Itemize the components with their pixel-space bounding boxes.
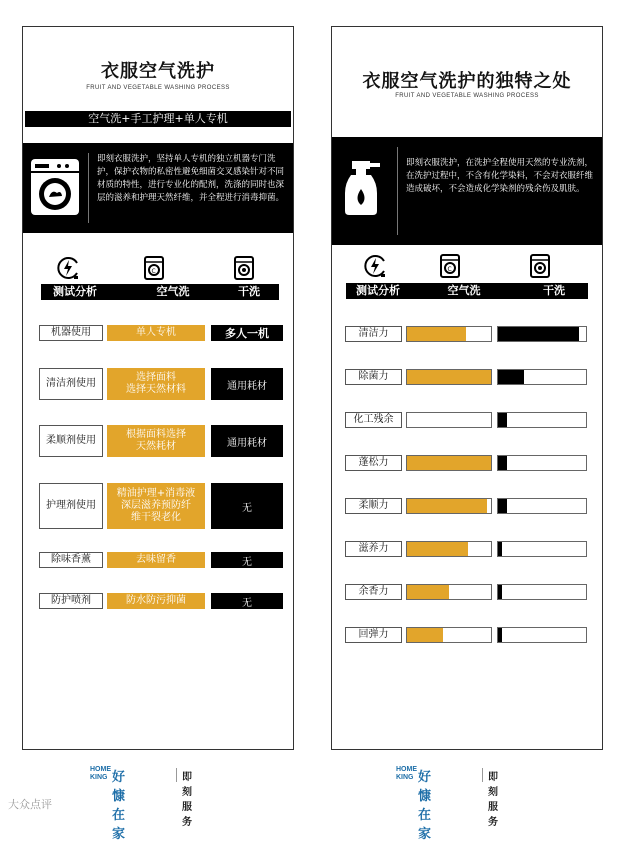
air-bar-track (406, 455, 492, 471)
row-label: 回弹力 (345, 627, 402, 643)
header-test: 测试分析 (53, 285, 97, 298)
dry-cell: 无 (211, 552, 283, 568)
header-air: 空气洗 (156, 285, 190, 298)
air-bar-fill (407, 370, 491, 384)
row-label: 柔顺剂使用 (39, 425, 103, 457)
dry-cell: 无 (211, 483, 283, 529)
brand-name: 好慷在家 (418, 769, 432, 841)
footer-divider (176, 768, 177, 782)
dry-bar-fill (498, 413, 507, 427)
right-table-header (346, 283, 588, 299)
watermark: 大众点评 (8, 798, 52, 811)
dry-bar-fill (498, 370, 524, 384)
washing-machine-icon (29, 157, 81, 217)
dry-bar-fill (498, 327, 579, 341)
lightning-circle-icon (362, 253, 388, 279)
right-title: 衣服空气洗护的独特之处 (362, 71, 572, 92)
dry-cell: 通用耗材 (211, 368, 283, 400)
air-bar-track (406, 412, 492, 428)
header-test: 测试分析 (356, 284, 400, 297)
air-bar-track (406, 369, 492, 385)
left-table-header (41, 284, 279, 300)
row-label: 柔顺力 (345, 498, 402, 514)
washing-machine-icon (527, 253, 553, 279)
svg-text:C: C (151, 268, 156, 275)
dry-bar-fill (498, 585, 502, 599)
row-label: 护理剂使用 (39, 483, 103, 529)
left-panel (22, 26, 294, 750)
dry-bar-track (497, 584, 587, 600)
dry-bar-fill (498, 628, 502, 642)
air-bar-track (406, 498, 492, 514)
air-bar-track (406, 627, 492, 643)
header-dry: 干洗 (238, 285, 260, 298)
air-bar-fill (407, 585, 449, 599)
service-name: 即刻服务 (488, 772, 498, 828)
air-cell: 去味留香 (107, 552, 205, 568)
dry-bar-fill (498, 499, 507, 513)
air-bar-fill (407, 456, 491, 470)
air-bar-fill (407, 628, 443, 642)
washing-machine-icon (141, 255, 167, 281)
brand-mark: HOME KING (90, 766, 111, 781)
row-label: 除味香薰 (39, 552, 103, 568)
row-label: 防护喷剂 (39, 593, 103, 609)
washing-machine-icon (437, 253, 463, 279)
air-cell: 选择面料 选择天然材料 (107, 368, 205, 400)
service-name: 即刻服务 (182, 772, 192, 828)
dry-bar-track (497, 498, 587, 514)
row-label: 机器使用 (39, 325, 103, 341)
air-bar-fill (407, 499, 487, 513)
dry-cell: 多人一机 (211, 325, 283, 341)
row-label: 滋养力 (345, 541, 402, 557)
row-label: 清洁剂使用 (39, 368, 103, 400)
header-air: 空气洗 (447, 284, 481, 297)
dry-bar-track (497, 455, 587, 471)
air-bar-track (406, 541, 492, 557)
intro-divider (88, 153, 89, 223)
dry-bar-track (497, 369, 587, 385)
spray-bottle-icon (338, 159, 390, 219)
dry-bar-track (497, 627, 587, 643)
intro-divider (397, 147, 398, 235)
right-intro-box (332, 137, 602, 245)
row-label: 除菌力 (345, 369, 402, 385)
svg-text:C: C (447, 266, 452, 273)
dry-bar-fill (498, 456, 507, 470)
air-cell: 精油护理+消毒液 深层滋养预防纤 维干裂老化 (107, 483, 205, 529)
air-cell: 单人专机 (107, 325, 205, 341)
row-label: 清洁力 (345, 326, 402, 342)
left-banner: 空气洗+手工护理+单人专机 (25, 111, 291, 127)
dry-bar-track (497, 412, 587, 428)
left-subtitle: FRUIT AND VEGETABLE WASHING PROCESS (86, 85, 230, 91)
air-bar-track (406, 584, 492, 600)
footer-divider (482, 768, 483, 782)
left-intro-box (23, 143, 293, 233)
right-panel (331, 26, 603, 750)
row-label: 蓬松力 (345, 455, 402, 471)
washing-machine-icon (231, 255, 257, 281)
left-intro-text: 即刻衣服洗护，坚持单人专机的独立机器专门洗护，保护衣物的私密性避免细菌交叉感染针对不同材质的特性，进行专业化的配剂，洗涤的同时也深层的滋养和护理天然纤维，并全程进行消毒抑菌。 (97, 154, 285, 203)
air-bar-fill (407, 542, 468, 556)
lightning-circle-icon (55, 255, 81, 281)
left-title: 衣服空气洗护 (101, 61, 215, 82)
row-label: 余香力 (345, 584, 402, 600)
dry-bar-fill (498, 542, 502, 556)
header-dry: 干洗 (543, 284, 565, 297)
dry-cell: 无 (211, 593, 283, 609)
dry-cell: 通用耗材 (211, 425, 283, 457)
air-cell: 防水防污抑菌 (107, 593, 205, 609)
air-bar-fill (407, 327, 466, 341)
dry-bar-track (497, 326, 587, 342)
right-subtitle: FRUIT AND VEGETABLE WASHING PROCESS (395, 93, 539, 99)
brand-name: 好慷在家 (112, 769, 126, 841)
brand-mark: HOME KING (396, 766, 417, 781)
row-label: 化工残余 (345, 412, 402, 428)
dry-bar-track (497, 541, 587, 557)
air-cell: 根据面料选择 天然耗材 (107, 425, 205, 457)
air-bar-track (406, 326, 492, 342)
right-intro-text: 即刻衣服洗护，在洗护全程使用天然的专业洗剂，在洗护过程中，不含有化学染料，不会对衣服纤维造成破坏，不会造成化学染剂的残余伤及肌肤。 (406, 158, 594, 194)
